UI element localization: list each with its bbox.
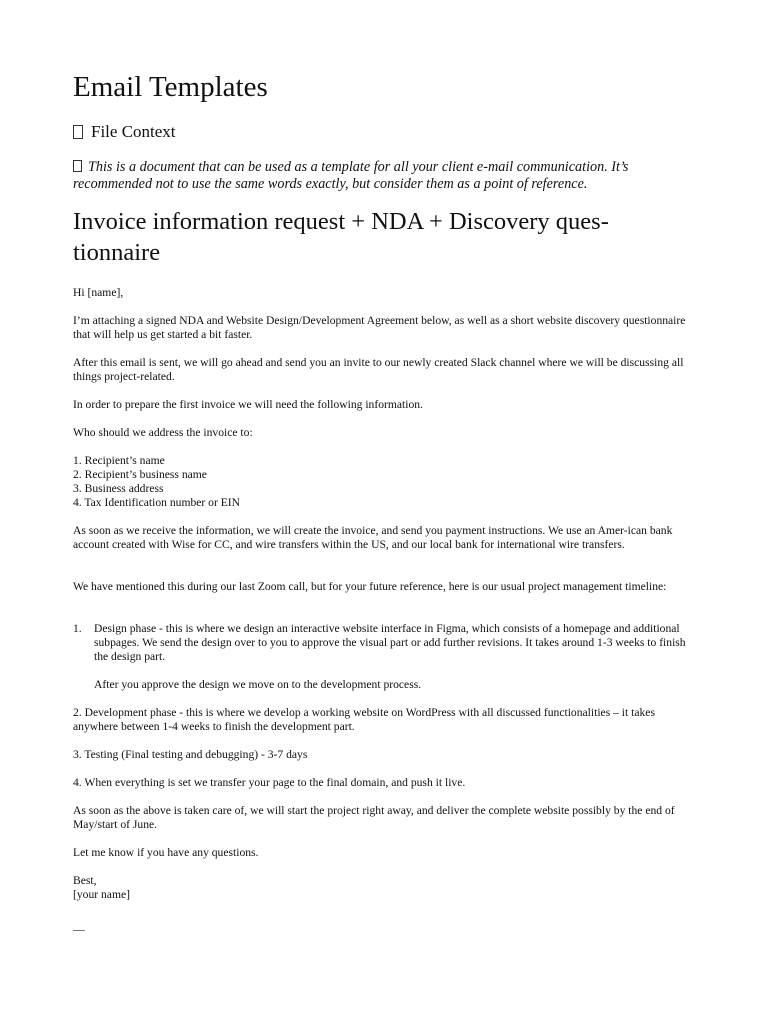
paragraph-slack: After this email is sent, we will go ahead and send you an invite to our newly created Slack channel where we will be discussing all things project-related. [73, 356, 684, 383]
greeting: Hi [name], [73, 286, 124, 299]
invoice-field-item: 3. Business address [73, 482, 164, 495]
paragraph-questions: Let me know if you have any questions. [73, 846, 259, 859]
timeline-step1-followup: After you approve the design we move on to the development process. [94, 678, 422, 691]
context-note [73, 159, 703, 192]
context-note-icon [73, 160, 82, 172]
invoice-field-item: 2. Recipient’s business name [73, 468, 207, 481]
timeline-step4: 4. When everything is set we transfer your page to the final domain, and push it live. [73, 776, 466, 789]
paragraph-address-question: Who should we address the invoice to: [73, 426, 253, 439]
paragraph-attachment: I’m attaching a signed NDA and Website Design/Development Agreement below, as well as a short website discovery questionnaire that will help us get started a bit faster. [73, 314, 686, 341]
timeline-step2: 2. Development phase - this is where we develop a working website on WordPress with all discussed functionalities – it takes anywhere between 1-4 weeks to finish the development part. [73, 706, 655, 733]
invoice-field-item: 4. Tax Identification number or EIN [73, 496, 241, 509]
signature-placeholder: [your name] [73, 888, 130, 901]
timeline-step1-text: Design phase - this is where we design an interactive website interface in Figma, which consists of a homepage and additional subpages. We send the design over to you to approve the visual part or add further revisions. It takes around 1-3 weeks to finish the design part. [94, 622, 686, 663]
paragraph-payment: As soon as we receive the information, we will create the invoice, and send you payment instructions. We use an Amer-ican bank account created with Wise for CC, and wire transfers within the US, and our local bank for international wire transfers. [73, 524, 673, 551]
file-context-label [73, 122, 176, 142]
template-heading: Invoice information request + NDA + Discovery ques-tionnaire [73, 208, 609, 266]
paragraph-delivery: As soon as the above is taken care of, we will start the project right away, and deliver the complete website possibly by the end of May/start of June. [73, 804, 675, 831]
file-context-icon [73, 125, 83, 139]
timeline-step3: 3. Testing (Final testing and debugging) - 3-7 days [73, 748, 308, 761]
timeline-step1-number: 1. [73, 622, 82, 635]
separator-dash: — [73, 923, 85, 936]
document-title: Email Templates [73, 71, 268, 103]
file-context-text: File Context [91, 122, 176, 141]
signoff: Best, [73, 874, 97, 887]
invoice-field-item: 1. Recipient’s name [73, 454, 165, 467]
paragraph-invoice-intro: In order to prepare the first invoice we will need the following information. [73, 398, 423, 411]
context-note-text: This is a document that can be used as a template for all your client e-mail communication. It’s recommended not to use the same words exactly, but consider them as a point of reference. [73, 159, 629, 192]
paragraph-timeline-intro: We have mentioned this during our last Zoom call, but for your future reference, here is our usual project management timeline: [73, 580, 667, 593]
